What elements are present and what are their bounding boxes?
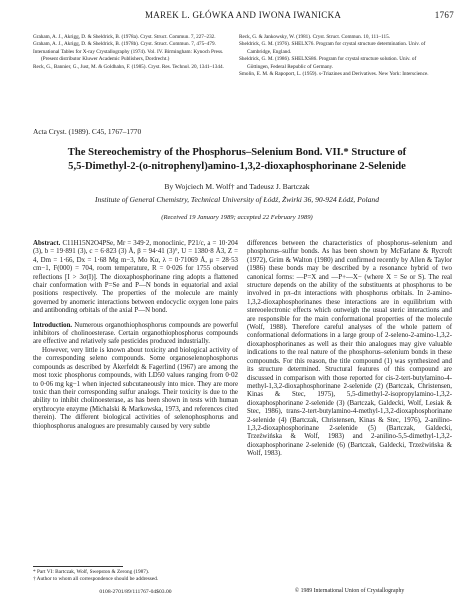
abstract: [33, 240, 238, 316]
footnotes: [33, 569, 238, 582]
introduction-paragraph: However, very little is known about toxicity and biological activity of the corresponding seleno compounds. Some organoselenophosphorus compounds as described by Åkerfeldt & Fagerlind (1967) are among the most toxic phosphorus compounds, with LD50 values ranging from 0·02 to 0·06 mg kg−1 when injected subcutaneously into mice. They are more toxic than their corresponding sulfur analogs. Their toxicity is due to the ability to inhibit cholinoesterase, as has been shown in tests with human erythrocyte enzyme (Michalski & Markowska, 1973, and references cited therein). The different biological activities of selenophosphorus and thiophosphorus analogues are presumably caused by very subtle: [33, 346, 238, 430]
abstract-text: C11H15N2O4PSe, Mr = 349·2, monoclinic, P21/c, a = 10·204 (3), b = 19·891 (3), c = 6·823 (3) Å, β = 94·41 (3)°, U = 1380·8 Å3, Z = 4, Dm = 1·66, Dx = 1·68 Mg m−3, Mo Kα, λ = 0·71069 Å, μ = 28·53 cm−1, F(000) = 704, room temperature, R = 0·026 for 1755 observed reflections [I > 3σ(I)]. The dioxaphosphorinane ring adopts a flattened chair conformation with P=Se and P—N bonds in equatorial and axial positions respectively. The properties of the molecule are mainly governed by anomeric interactions between endocyclic oxygen lone pairs and antibonding orbitals of the axial P—N bond.: [33, 240, 238, 315]
reference-entry: Sheldrick, G. M. (1976). SHELX76. Program for crystal structure determination. Univ. of Cambridge, England.: [239, 41, 426, 55]
reference-entry: Sheldrick, G. M. (1986). SHELXS86. Program for crystal structure solution. Univ. of Göttingen, Federal Republic of Germany.: [239, 56, 417, 70]
received-dates: (Received 19 January 1989; accepted 22 February 1989): [161, 214, 313, 221]
running-head-authors: MAREK L. GŁÓWKA AND IWONA IWANICKA: [145, 10, 342, 20]
article-title-line: The Stereochemistry of the Phosphorus–Selenium Bond. VII.* Structure of: [67, 147, 407, 158]
footnote: * Part VI: Bartczak, Wolf, Swepston & Zerong (1987).: [33, 569, 150, 575]
author-line: By Wojciech M. Wolf† and Tadeusz J. Bartczak: [164, 182, 310, 191]
article-title-line: 5,5-Dimethyl-2-(o-nitrophenyl)amino-1,3,2-dioxaphosphorinane 2-Selenide: [68, 160, 406, 172]
reference-column-left: [33, 34, 233, 71]
page-number: 1767: [434, 10, 454, 20]
body-column-left: [33, 240, 238, 431]
affiliation: Institute of General Chemistry, Technical University of Łódź, Żwirki 36, 90-924 Łódź, Poland: [94, 195, 380, 204]
reference-entry: Graham, A. J., Akrigg, D. & Sheldrick, B. (1978b). Cryst. Struct. Commun. 7, 475–479.: [33, 41, 216, 48]
reference-entry: Reck, G., Bannier, G., Just, M. & Goldhahn, F. (1985). Cryst. Res. Technol. 20, 1341–1344.: [33, 63, 224, 70]
reference-entry: International Tables for X-ray Crystallography (1974). Vol. IV. Birmingham: Kynoch Press. (Present distributor Kluwer Academic Publishers, Dordrecht.): [33, 48, 224, 63]
footnote: † Author to whom all correspondence should be addressed.: [33, 575, 159, 582]
reference-entry: Graham, A. J., Akrigg, D. & Sheldrick, B. (1978a). Cryst. Struct. Commun. 7, 227–232.: [33, 34, 216, 40]
copyright-line: © 1989 International Union of Crystallography: [294, 588, 405, 594]
body-column-right: [247, 240, 452, 459]
article-title: [20, 146, 454, 173]
footnote-rule: [33, 566, 123, 567]
reference-entry: Reck, G. & Jankowsky, W. (1981). Cryst. Struct. Commun. 10, 111–115.: [239, 34, 390, 40]
abstract-label: Abstract.: [33, 240, 61, 247]
document-id: 0108-2701/89/111767-04$03.00: [99, 589, 172, 595]
reference-entry: Smolin, E. M. & Rapoport, L. (1959). s-Triazines and Derivatives. New York: Interscience.: [239, 71, 429, 78]
introduction-text: Numerous organothiophosphorus compounds are powerful inhibitors of cholinoesterase. Certain organothiophosphorus compounds are effective and relatively safe pesticides produced industrially.: [33, 321, 238, 346]
introduction-paragraph: [33, 322, 238, 347]
introduction-paragraph: differences between the characteristics of phosphorus–selenium and phosphorus–sulfur bonds. As has been shown by McFarlane & Rycroft (1972), Grim & Walton (1980) and confirmed recently by Allen & Taylor (1986) these bonds may be described by a resonance hybrid of two canonical forms: —P=X and —P+—X− (where X = Se or S). The real structure depends on the ability of the substituents at phosphorus to be involved in pπ–dπ interactions with phosphorus orbitals. In 2-amino-1,3,2-dioxaphosphorinanes these interactions are in equilibrium with stereoelectronic effects which outweigh the usual steric interactions and are responsible for the main conformational properties of the molecule (Wolf, 1988). Therefore careful analyses of the whole pattern of conformational deformations in a large group of 2-seleno-2-amino-1,3,2-dioxaphosphorinanes as well as their thio analogues may give valuable indications to the real nature of the phosphorus–selenium bonds in these compounds. For this reason, the title compound (1) was synthesized and its structure determined. Structural features of this compound are discussed in comparison with those reported for cis-2-tert-butylamino-4-methyl-1,3,2-dioxaphosphorinane 2-selenide (2) (Bartczak, Christensen, Kinas & Stec, 1975), 5,5-dimethyl-2-isopropylamino-1,3,2-dioxaphosphorinane 2-selenide (3) (Bartczak, Galdecki, Wolf, Lesiak & Stec, 1986), trans-2-tert-butylamino-4-methyl-1,3,2-dioxaphosphorinane 2-selenide (4) (Bartczak, Christensen, Kinas & Stec, 1976), 2-anilino-1,3,2-dioxaphosphorinane 2-selenide (5) (Bartczak, Galdecki, Trzeźwińska & Wolf, 1983) and 2-anilino-5,5-dimethyl-1,3,2-dioxaphosphorinane 2-selenide (6) (Bartczak, Galdecki, Trzeźwińska & Wolf, 1983).: [247, 240, 452, 458]
reference-column-right: [239, 34, 439, 78]
introduction-label: Introduction.: [33, 321, 73, 329]
running-head: [33, 10, 454, 24]
journal-citation: Acta Cryst. (1989). C45, 1767–1770: [33, 127, 142, 136]
